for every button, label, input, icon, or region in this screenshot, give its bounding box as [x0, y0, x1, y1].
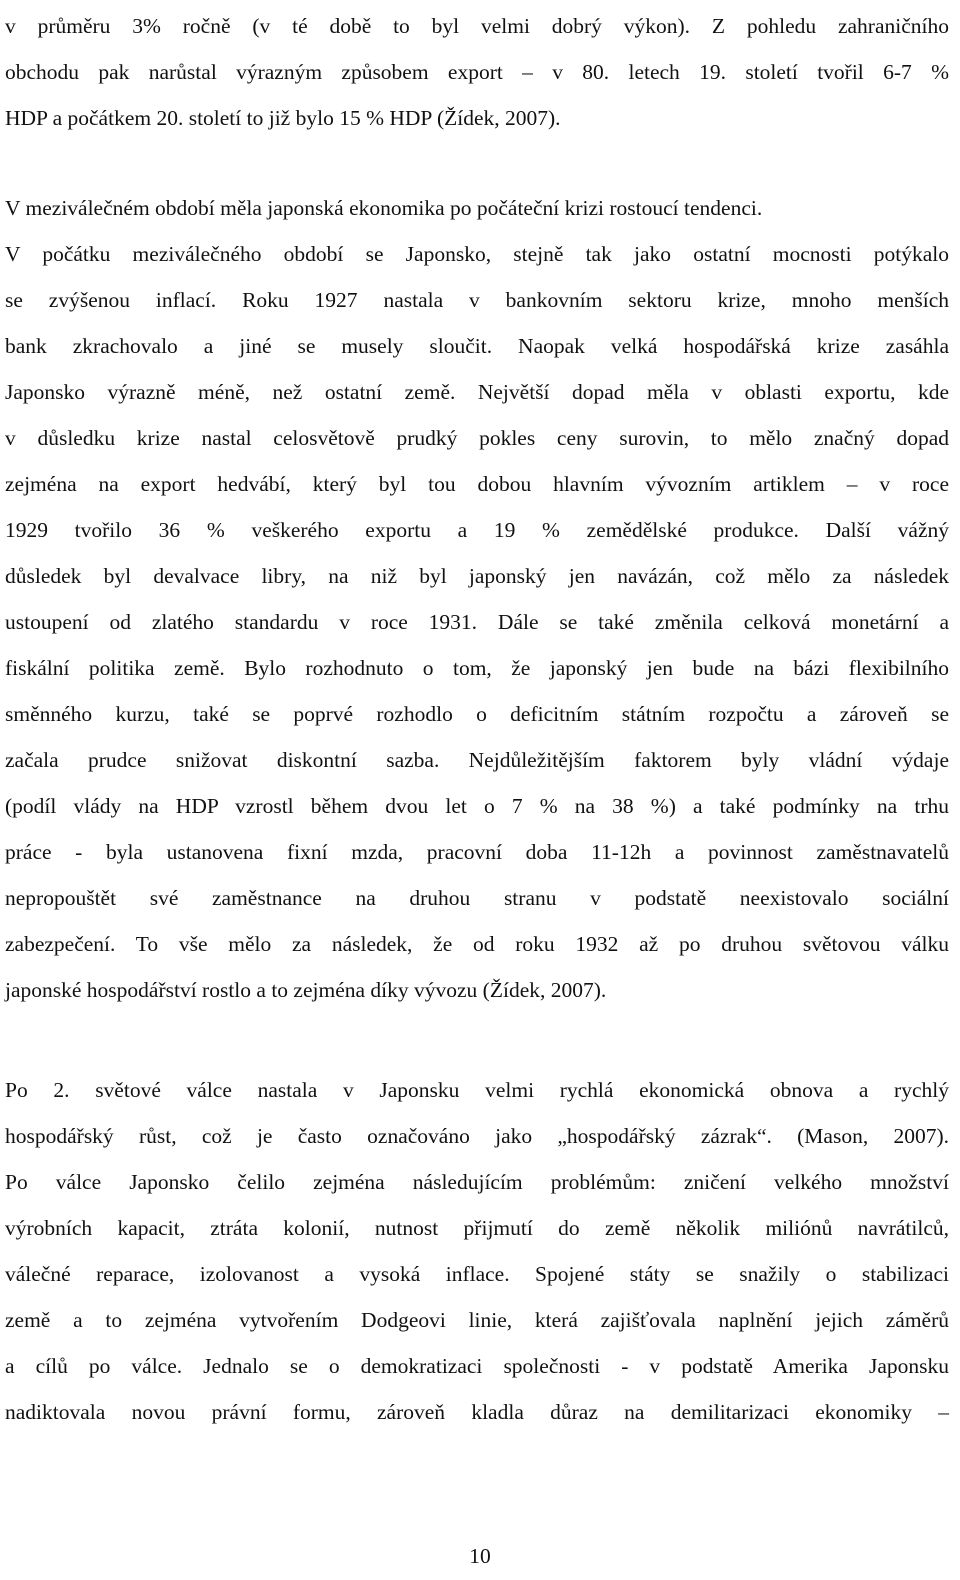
text-line: nadiktovala novou právní formu, zároveň kladla důraz na demilitarizaci ekonomiky –	[5, 1400, 949, 1424]
text-line: (podíl vlády na HDP vzrostl během dvou let o 7 % na 38 %) a také podmínky na trhu	[5, 794, 949, 818]
paragraph-interwar-period	[5, 185, 949, 1013]
text-line: fiskální politika země. Bylo rozhodnuto o tom, že japonský jen bude na bázi flexibilního	[5, 656, 949, 680]
text-line: zejména na export hedvábí, který byl tou dobou hlavním vývozním artiklem – v roce	[5, 472, 949, 496]
paragraph-export-growth	[5, 3, 949, 141]
text-line: nepropouštět své zaměstnance na druhou stranu v podstatě neexistovalo sociální	[5, 886, 949, 910]
text-line: zabezpečení. To vše mělo za následek, že od roku 1932 až po druhou světovou válku	[5, 932, 949, 956]
text-line: práce - byla ustanovena fixní mzda, pracovní doba 11-12h a povinnost zaměstnavatelů	[5, 840, 949, 864]
text-line: Po válce Japonsko čelilo zejména následujícím problémům: zničení velkého množství	[5, 1170, 949, 1194]
text-line: V meziválečném období měla japonská ekonomika po počáteční krizi rostoucí tendenci.	[5, 196, 763, 220]
text-line: obchodu pak narůstal výrazným způsobem export – v 80. letech 19. století tvořil 6-7 %	[5, 60, 949, 84]
text-line: Po 2. světové válce nastala v Japonsku velmi rychlá ekonomická obnova a rychlý	[5, 1078, 949, 1102]
text-line: země a to zejména vytvořením Dodgeovi linie, která zajišťovala naplnění jejich záměrů	[5, 1308, 949, 1332]
text-line: a cílů po válce. Jednalo se o demokratizaci společnosti - v podstatě Amerika Japonsku	[5, 1354, 949, 1378]
text-line: začala prudce snižovat diskontní sazba. Nejdůležitějším faktorem byly vládní výdaje	[5, 748, 949, 772]
text-line: V počátku meziválečného období se Japonsko, stejně tak jako ostatní mocnosti potýkalo	[5, 242, 949, 266]
text-line: ustoupení od zlatého standardu v roce 1931. Dále se také změnila celková monetární a	[5, 610, 949, 634]
text-line: HDP a počátkem 20. století to již bylo 15 % HDP (Žídek, 2007).	[5, 106, 561, 130]
text-line: japonské hospodářství rostlo a to zejména díky vývozu (Žídek, 2007).	[5, 978, 607, 1002]
text-line: 1929 tvořilo 36 % veškerého exportu a 19 % zemědělské produkce. Další vážný	[5, 518, 949, 542]
text-line: výrobních kapacit, ztráta kolonií, nutnost přijmutí do země několik miliónů navrátilců,	[5, 1216, 949, 1240]
text-line: Japonsko výrazně méně, než ostatní země. Největší dopad měla v oblasti exportu, kde	[5, 380, 949, 404]
text-line: válečné reparace, izolovanost a vysoká inflace. Spojené státy se snažily o stabilizaci	[5, 1262, 949, 1286]
text-line: hospodářský růst, což je často označováno jako „hospodářský zázrak“. (Mason, 2007).	[5, 1124, 949, 1148]
page-number: 10	[469, 1544, 491, 1568]
text-line: se zvýšenou inflací. Roku 1927 nastala v bankovním sektoru krize, mnoho menších	[5, 288, 949, 312]
text-line: v průměru 3% ročně (v té době to byl velmi dobrý výkon). Z pohledu zahraničního	[5, 14, 949, 38]
text-line: v důsledku krize nastal celosvětově prudký pokles ceny surovin, to mělo značný dopad	[5, 426, 949, 450]
paragraph-postwar-recovery	[5, 1067, 949, 1435]
text-line: směnného kurzu, také se poprvé rozhodlo o deficitním státním rozpočtu a zároveň se	[5, 702, 949, 726]
text-line: důsledek byl devalvace libry, na niž byl japonský jen navázán, což mělo za následek	[5, 564, 949, 588]
text-line: bank zkrachovalo a jiné se musely sloučit. Naopak velká hospodářská krize zasáhla	[5, 334, 949, 358]
